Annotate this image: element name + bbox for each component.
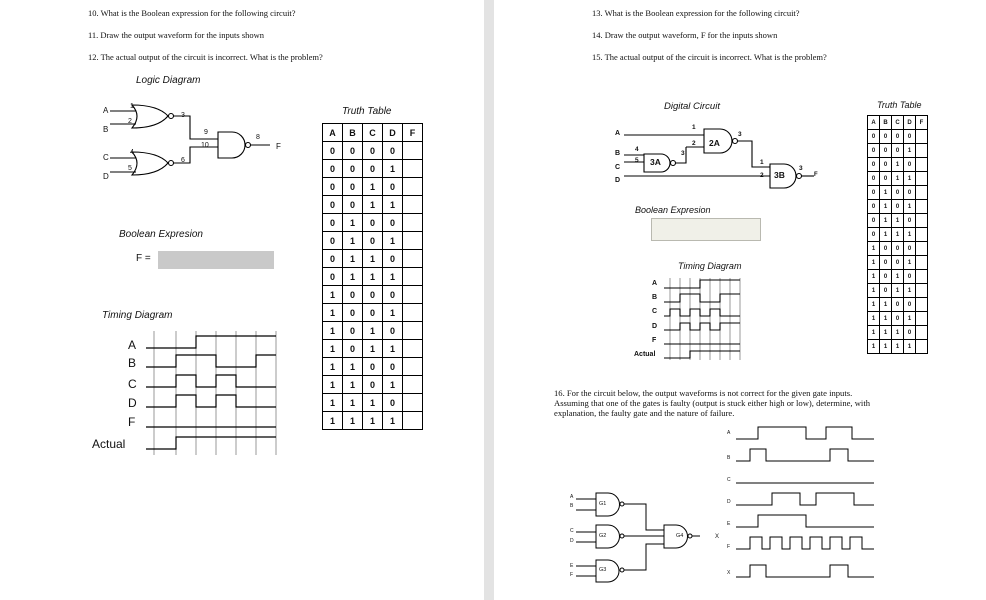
dc-truth-table-cell: 1 (868, 298, 880, 312)
truth-table-header-row (323, 124, 423, 142)
question-10: 10. What is the Boolean expression for the following circuit? (88, 8, 296, 18)
dc-truth-table-cell: 1 (892, 326, 904, 340)
dc-truth-table-output-cell[interactable] (916, 298, 928, 312)
truth-table-row (323, 214, 423, 232)
dc-truth-table-row (868, 158, 928, 172)
truth-table-row (323, 322, 423, 340)
truth-table-cell: 1 (343, 394, 363, 412)
truth-table-row (323, 376, 423, 394)
dc-truth-table-cell: 1 (904, 284, 916, 298)
q16-output-x: X (715, 534, 720, 540)
truth-table-row (323, 250, 423, 268)
question-16: 16. For the circuit below, the output waveforms is not correct for the given gate inputs. Assuming that one of the gates is faulty (output is stuck either high or low), determine, with explanation, the faulty gate and the nature of failure. (554, 388, 871, 418)
dc-truth-table-cell: 1 (904, 172, 916, 186)
dc-truth-table-row (868, 284, 928, 298)
dc-truth-table-output-cell[interactable] (916, 242, 928, 256)
truth-table-output-cell[interactable] (403, 304, 423, 322)
dc-timing-label-b: B (652, 294, 658, 301)
dc-truth-table-cell: 1 (880, 340, 892, 354)
dc-truth-table-cell: 0 (880, 130, 892, 144)
boolean-title: Boolean Expresion (119, 229, 203, 240)
dc-truth-table-cell: 1 (892, 340, 904, 354)
f-equals-label: F = (136, 253, 151, 264)
dc-truth-table-output-cell[interactable] (916, 326, 928, 340)
q16-waveforms (736, 425, 886, 585)
q16-input-f: F (570, 572, 574, 578)
truth-table-cell: 0 (363, 214, 383, 232)
q16-wave-label-d: D (727, 499, 731, 505)
dc-truth-table-cell: 0 (868, 186, 880, 200)
truth-table-output-cell[interactable] (403, 394, 423, 412)
timing-label-f: F (128, 415, 136, 429)
dc-truth-table-output-cell[interactable] (916, 256, 928, 270)
truth-table-cell: 1 (323, 412, 343, 430)
truth-table-cell: 0 (343, 322, 363, 340)
truth-table-row (323, 232, 423, 250)
dc-truth-table-cell: 1 (868, 270, 880, 284)
truth-table-output-cell[interactable] (403, 178, 423, 196)
truth-table-row (323, 142, 423, 160)
dc-truth-table-cell: 1 (904, 228, 916, 242)
truth-table-cell: 0 (343, 196, 363, 214)
dc-truth-table-cell: 1 (880, 214, 892, 228)
truth-table-row (323, 286, 423, 304)
dc-truth-table-cell: 1 (868, 326, 880, 340)
truth-table-cell: 1 (383, 196, 403, 214)
truth-table-cell: 1 (363, 178, 383, 196)
question-12: 12. The actual output of the circuit is incorrect. What is the problem? (88, 52, 323, 62)
truth-table-cell: 1 (363, 196, 383, 214)
timing-label-b: B (128, 356, 137, 370)
truth-table-cell: 1 (323, 340, 343, 358)
dc-truth-table-cell: 0 (892, 186, 904, 200)
dc-truth-table-header-row (868, 116, 928, 130)
dc-timing-label-c: C (652, 308, 658, 315)
dc-pin-1: 1 (692, 124, 696, 131)
dc-truth-table-row (868, 242, 928, 256)
q16-wave-label-c: C (727, 477, 731, 483)
pin-2: 2 (128, 118, 132, 125)
q16-gate-g1: G1 (599, 501, 607, 507)
truth-table-cell: 0 (363, 142, 383, 160)
truth-table-output-cell[interactable] (403, 376, 423, 394)
dc-truth-table-output-cell[interactable] (916, 186, 928, 200)
truth-table-cell: 0 (323, 142, 343, 160)
truth-table-cell: 1 (323, 376, 343, 394)
truth-table-row (323, 412, 423, 430)
dc-truth-table-cell: 1 (880, 228, 892, 242)
pin-8: 8 (256, 134, 260, 141)
truth-table-cell: 0 (323, 196, 343, 214)
dc-truth-table-cell: 0 (904, 158, 916, 172)
truth-table-row (323, 394, 423, 412)
dc-truth-table-cell: 1 (880, 312, 892, 326)
truth-table-cell: 0 (383, 286, 403, 304)
gate-2a: 2A (709, 138, 720, 148)
output-f: F (276, 142, 281, 151)
dc-truth-table-cell: 0 (868, 214, 880, 228)
dc-truth-table-cell: 0 (904, 326, 916, 340)
dc-truth-table-output-cell[interactable] (916, 172, 928, 186)
dc-truth-table-output-cell[interactable] (916, 284, 928, 298)
dc-truth-table-cell: 1 (880, 186, 892, 200)
truth-table-cell: 0 (343, 178, 363, 196)
q16-input-b: B (570, 503, 574, 509)
dc-truth-table-row (868, 326, 928, 340)
truth-table-header-cell: D (383, 124, 403, 142)
dc-truth-table-output-cell[interactable] (916, 158, 928, 172)
truth-table-output-cell[interactable] (403, 214, 423, 232)
truth-table-row (323, 304, 423, 322)
dc-timing-label-f: F (652, 337, 657, 344)
question-14: 14. Draw the output waveform, F for the inputs shown (592, 30, 778, 40)
dc-truth-table-cell: 0 (880, 242, 892, 256)
pin-9: 9 (204, 129, 208, 136)
dc-timing-label-actual: Actual (634, 351, 656, 358)
truth-table-cell: 1 (363, 268, 383, 286)
dc-truth-table-cell: 0 (868, 158, 880, 172)
dc-truth-table-row (868, 130, 928, 144)
q16-input-d: D (570, 538, 574, 544)
dc-boolean-title: Boolean Expresion (635, 205, 711, 215)
dc-truth-table-cell: 0 (880, 172, 892, 186)
dc-truth-table-cell: 1 (868, 312, 880, 326)
truth-table-cell: 0 (323, 214, 343, 232)
dc-truth-table-output-cell[interactable] (916, 200, 928, 214)
dc-truth-table-cell: 1 (868, 256, 880, 270)
q16-input-a: A (570, 494, 574, 500)
circuit-title: Digital Circuit (664, 101, 720, 112)
dc-truth-table-output-cell[interactable] (916, 340, 928, 354)
dc-truth-table-title: Truth Table (877, 100, 922, 110)
truth-table-cell: 0 (383, 322, 403, 340)
truth-table-row (323, 196, 423, 214)
truth-table-header-cell: F (403, 124, 423, 142)
truth-table-cell: 1 (383, 376, 403, 394)
dc-truth-table-output-cell[interactable] (916, 228, 928, 242)
dc-truth-table-header-cell: B (880, 116, 892, 130)
truth-table-cell: 1 (363, 394, 383, 412)
dc-truth-table-cell: 0 (880, 158, 892, 172)
timing-label-c: C (128, 377, 137, 391)
dc-truth-table-cell: 0 (904, 298, 916, 312)
pin-10: 10 (201, 142, 209, 149)
truth-table-cell: 0 (383, 394, 403, 412)
truth-table-cell: 0 (363, 304, 383, 322)
dc-truth-table-cell: 0 (904, 186, 916, 200)
pin-6: 6 (181, 157, 185, 164)
dc-truth-table-cell: 0 (880, 144, 892, 158)
timing-diagram-title: Timing Diagram (102, 310, 173, 321)
dc-truth-table-cell: 0 (868, 172, 880, 186)
truth-table-header-cell: B (343, 124, 363, 142)
dc-truth-table-cell: 1 (904, 340, 916, 354)
page-gutter (484, 0, 494, 600)
dc-truth-table-output-cell[interactable] (916, 312, 928, 326)
left-page (0, 0, 484, 600)
dc-truth-table-row (868, 298, 928, 312)
dc-truth-table-cell: 0 (880, 256, 892, 270)
dc-truth-table-cell: 1 (868, 340, 880, 354)
q16-gate-g4: G4 (676, 533, 684, 539)
dc-truth-table-cell: 1 (892, 284, 904, 298)
truth-table-cell: 0 (343, 142, 363, 160)
truth-table-row (323, 178, 423, 196)
input-d: D (103, 172, 109, 181)
gate-3a: 3A (650, 157, 661, 167)
dc-truth-table-row (868, 312, 928, 326)
dc-truth-table-header-cell: C (892, 116, 904, 130)
truth-table-header-cell: A (323, 124, 343, 142)
truth-table-cell: 1 (343, 358, 363, 376)
dc-truth-table-cell: 1 (880, 298, 892, 312)
dc-truth-table-cell: 0 (892, 242, 904, 256)
pin-3: 3 (181, 112, 185, 119)
truth-table-cell: 0 (363, 160, 383, 178)
dc-truth-table-row (868, 144, 928, 158)
truth-table-row (323, 340, 423, 358)
q16-gate-g2: G2 (599, 533, 607, 539)
truth-table-cell: 1 (363, 412, 383, 430)
dc-truth-table-cell: 1 (892, 158, 904, 172)
truth-table-output-cell[interactable] (403, 250, 423, 268)
truth-table-cell: 0 (383, 178, 403, 196)
truth-table-title: Truth Table (342, 106, 392, 117)
dc-truth-table-cell: 0 (892, 298, 904, 312)
truth-table-output-cell[interactable] (403, 322, 423, 340)
dc-truth-table-cell: 0 (892, 312, 904, 326)
truth-table-cell: 0 (383, 142, 403, 160)
truth-table-output-cell[interactable] (403, 340, 423, 358)
dc-pin-3: 3 (738, 131, 742, 138)
truth-table-row (323, 358, 423, 376)
dc-truth-table-cell: 1 (868, 242, 880, 256)
truth-table-cell: 1 (343, 412, 363, 430)
truth-table (322, 123, 423, 430)
truth-table-cell: 0 (323, 178, 343, 196)
logic-diagram (100, 100, 300, 190)
dc-truth-table-output-cell[interactable] (916, 144, 928, 158)
truth-table-cell: 1 (383, 232, 403, 250)
dc-truth-table-cell: 1 (892, 270, 904, 284)
truth-table-output-cell[interactable] (403, 160, 423, 178)
dc-boolean-answer-box[interactable] (651, 218, 761, 241)
dc-truth-table-cell: 0 (880, 284, 892, 298)
dc-truth-table-cell: 0 (868, 228, 880, 242)
truth-table-cell: 1 (383, 268, 403, 286)
truth-table-cell: 0 (343, 340, 363, 358)
truth-table-output-cell[interactable] (403, 286, 423, 304)
truth-table-output-cell[interactable] (403, 358, 423, 376)
q16-wave-label-e: E (727, 521, 731, 527)
right-page (494, 0, 986, 600)
dc-pin-5: 5 (635, 157, 639, 164)
dc-truth-table-row (868, 200, 928, 214)
dc-input-a: A (615, 130, 621, 137)
dc-input-d: D (615, 177, 621, 184)
dc-truth-table (867, 115, 928, 354)
dc-truth-table-row (868, 256, 928, 270)
question-15: 15. The actual output of the circuit is incorrect. What is the problem? (592, 52, 827, 62)
dc-pin-2: 2 (692, 140, 696, 147)
truth-table-cell: 0 (323, 232, 343, 250)
q16-wave-label-a: A (727, 430, 731, 436)
q16-gate-g3: G3 (599, 567, 607, 573)
timing-label-a: A (128, 338, 137, 352)
truth-table-cell: 1 (323, 358, 343, 376)
truth-table-cell: 0 (383, 250, 403, 268)
pin-1: 1 (130, 103, 134, 110)
truth-table-cell: 1 (323, 394, 343, 412)
truth-table-cell: 0 (343, 286, 363, 304)
dc-truth-table-header-cell: D (904, 116, 916, 130)
dc-truth-table-cell: 0 (904, 130, 916, 144)
dc-truth-table-row (868, 340, 928, 354)
truth-table-output-cell[interactable] (403, 232, 423, 250)
dc-pin-3b: 3 (799, 165, 803, 172)
dc-truth-table-cell: 0 (892, 200, 904, 214)
dc-truth-table-cell: 0 (880, 270, 892, 284)
truth-table-cell: 1 (323, 286, 343, 304)
truth-table-cell: 1 (383, 304, 403, 322)
question-11: 11. Draw the output waveform for the inputs shown (88, 30, 265, 40)
dc-truth-table-header-cell: A (868, 116, 880, 130)
dc-truth-table-cell: 0 (892, 130, 904, 144)
truth-table-cell: 1 (363, 250, 383, 268)
dc-truth-table-cell: 1 (904, 200, 916, 214)
truth-table-output-cell[interactable] (403, 412, 423, 430)
truth-table-cell: 0 (363, 232, 383, 250)
dc-timing-title: Timing Diagram (678, 261, 742, 271)
dc-pin-3a: 3 (681, 150, 685, 157)
truth-table-output-cell[interactable] (403, 142, 423, 160)
truth-table-cell: 1 (383, 412, 403, 430)
truth-table-cell: 1 (343, 232, 363, 250)
dc-truth-table-row (868, 214, 928, 228)
truth-table-row (323, 160, 423, 178)
dc-truth-table-output-cell[interactable] (916, 270, 928, 284)
dc-truth-table-cell: 1 (904, 312, 916, 326)
dc-truth-table-cell: 1 (880, 200, 892, 214)
truth-table-cell: 1 (343, 268, 363, 286)
dc-truth-table-cell: 0 (868, 130, 880, 144)
input-c: C (103, 153, 109, 162)
dc-timing-label-d: D (652, 323, 658, 330)
dc-pin-2b: 2 (760, 172, 764, 179)
truth-table-cell: 0 (323, 250, 343, 268)
dc-truth-table-cell: 0 (904, 214, 916, 228)
truth-table-cell: 0 (343, 304, 363, 322)
pin-5: 5 (128, 165, 132, 172)
truth-table-header-cell: C (363, 124, 383, 142)
dc-truth-table-cell: 0 (904, 270, 916, 284)
input-a: A (103, 106, 109, 115)
dc-truth-table-row (868, 270, 928, 284)
q16-input-e: E (570, 563, 574, 569)
dc-truth-table-cell: 0 (868, 200, 880, 214)
q16-wave-label-b: B (727, 455, 731, 461)
timing-waveforms (146, 331, 286, 456)
dc-input-b: B (615, 150, 621, 157)
gate-3b: 3B (774, 170, 785, 180)
timing-label-actual: Actual (92, 437, 126, 451)
truth-table-cell: 1 (363, 322, 383, 340)
question-13: 13. What is the Boolean expression for the following circuit? (592, 8, 800, 18)
truth-table-cell: 1 (343, 376, 363, 394)
dc-truth-table-output-cell[interactable] (916, 214, 928, 228)
boolean-answer-box[interactable] (158, 251, 274, 269)
dc-timing-waveforms (664, 278, 748, 360)
dc-truth-table-cell: 1 (892, 172, 904, 186)
dc-truth-table-cell: 0 (892, 144, 904, 158)
dc-pin-4: 4 (635, 146, 639, 153)
truth-table-cell: 0 (343, 160, 363, 178)
truth-table-cell: 0 (363, 358, 383, 376)
truth-table-output-cell[interactable] (403, 268, 423, 286)
dc-output-f: F (814, 172, 818, 178)
truth-table-cell: 1 (383, 340, 403, 358)
truth-table-cell: 0 (323, 268, 343, 286)
dc-truth-table-cell: 1 (892, 228, 904, 242)
dc-truth-table-header-cell: F (916, 116, 928, 130)
dc-truth-table-cell: 1 (904, 144, 916, 158)
truth-table-cell: 0 (323, 160, 343, 178)
q16-wave-label-f: F (727, 544, 731, 550)
dc-pin-1b: 1 (760, 159, 764, 166)
truth-table-cell: 1 (343, 214, 363, 232)
truth-table-cell: 1 (323, 304, 343, 322)
dc-truth-table-cell: 0 (868, 144, 880, 158)
dc-truth-table-row (868, 172, 928, 186)
dc-truth-table-cell: 1 (904, 256, 916, 270)
pin-4: 4 (130, 149, 134, 156)
truth-table-output-cell[interactable] (403, 196, 423, 214)
dc-truth-table-row (868, 186, 928, 200)
dc-truth-table-row (868, 228, 928, 242)
truth-table-cell: 0 (383, 214, 403, 232)
dc-timing-label-a: A (652, 280, 658, 287)
truth-table-cell: 0 (363, 376, 383, 394)
logic-diagram-title: Logic Diagram (136, 75, 201, 86)
input-b: B (103, 125, 109, 134)
truth-table-cell: 0 (363, 286, 383, 304)
truth-table-cell: 1 (343, 250, 363, 268)
dc-truth-table-cell: 1 (892, 214, 904, 228)
dc-input-c: C (615, 164, 621, 171)
dc-truth-table-cell: 1 (880, 326, 892, 340)
dc-truth-table-cell: 1 (868, 284, 880, 298)
truth-table-cell: 1 (383, 160, 403, 178)
q16-wave-label-x: X (727, 570, 731, 576)
truth-table-cell: 0 (383, 358, 403, 376)
truth-table-cell: 1 (363, 340, 383, 358)
dc-truth-table-output-cell[interactable] (916, 130, 928, 144)
timing-label-d: D (128, 396, 137, 410)
truth-table-cell: 1 (323, 322, 343, 340)
q16-input-c: C (570, 528, 574, 534)
dc-truth-table-cell: 0 (892, 256, 904, 270)
truth-table-row (323, 268, 423, 286)
dc-truth-table-cell: 0 (904, 242, 916, 256)
